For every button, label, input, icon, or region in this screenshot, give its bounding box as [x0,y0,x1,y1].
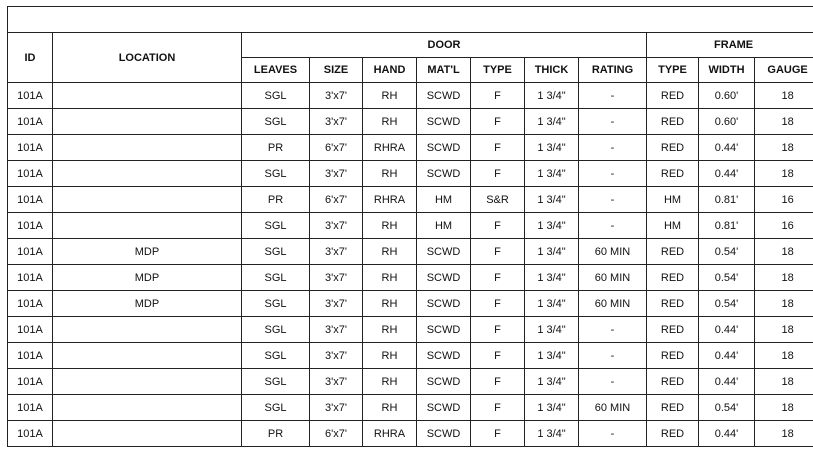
cell-id: 101A [8,135,53,161]
cell-frame-width: 0.60' [699,109,755,135]
table-row [8,317,813,343]
table-row [8,343,813,369]
cell-rating: - [579,369,647,395]
cell-frame-type: HM [647,213,699,239]
cell-size: 6'x7' [310,135,363,161]
cell-size: 3'x7' [310,83,363,109]
cell-frame-width: 0.54' [699,239,755,265]
cell-size: 3'x7' [310,291,363,317]
cell-leaves: PR [242,187,310,213]
cell-rating: - [579,421,647,447]
schedule-body [8,83,813,447]
cell-material: SCWD [417,317,471,343]
cell-size: 3'x7' [310,343,363,369]
cell-frame-width: 0.54' [699,395,755,421]
cell-frame-gauge: 18 [755,291,813,317]
table-row [8,421,813,447]
cell-frame-type: HM [647,187,699,213]
cell-frame-type: RED [647,343,699,369]
cell-size: 6'x7' [310,421,363,447]
cell-frame-gauge: 18 [755,317,813,343]
header-door-thick: THICK [525,58,579,83]
cell-hand: RH [363,83,417,109]
cell-leaves: SGL [242,213,310,239]
cell-leaves: SGL [242,369,310,395]
cell-door-type: F [471,343,525,369]
cell-thick: 1 3/4" [525,343,579,369]
table-row [8,213,813,239]
cell-material: SCWD [417,291,471,317]
cell-frame-type: RED [647,317,699,343]
cell-rating: - [579,135,647,161]
cell-door-type: F [471,213,525,239]
header-door-leaves: LEAVES [242,58,310,83]
table-row [8,291,813,317]
cell-rating: 60 MIN [579,291,647,317]
cell-leaves: SGL [242,83,310,109]
cell-thick: 1 3/4" [525,239,579,265]
cell-thick: 1 3/4" [525,291,579,317]
table-row [8,187,813,213]
cell-hand: RH [363,161,417,187]
cell-frame-type: RED [647,239,699,265]
cell-material: SCWD [417,395,471,421]
header-id: ID [8,33,53,83]
cell-rating: - [579,161,647,187]
cell-frame-width: 0.54' [699,291,755,317]
cell-door-type: F [471,395,525,421]
cell-size: 3'x7' [310,161,363,187]
header-frame-group: FRAME [647,33,813,58]
cell-location: MDP [53,265,242,291]
cell-hand: RH [363,317,417,343]
cell-frame-gauge: 18 [755,83,813,109]
cell-leaves: SGL [242,239,310,265]
cell-material: SCWD [417,265,471,291]
cell-door-type: F [471,317,525,343]
cell-frame-width: 0.44' [699,421,755,447]
cell-thick: 1 3/4" [525,265,579,291]
table-row [8,109,813,135]
cell-id: 101A [8,369,53,395]
cell-frame-width: 0.44' [699,135,755,161]
header-location: LOCATION [53,33,242,83]
header-frame-width: WIDTH [699,58,755,83]
cell-thick: 1 3/4" [525,109,579,135]
cell-frame-width: 0.44' [699,369,755,395]
cell-frame-gauge: 18 [755,239,813,265]
cell-id: 101A [8,395,53,421]
cell-material: HM [417,187,471,213]
cell-id: 101A [8,239,53,265]
table-row [8,161,813,187]
cell-location [53,343,242,369]
cell-material: SCWD [417,83,471,109]
cell-location: MDP [53,239,242,265]
header-door-hand: HAND [363,58,417,83]
cell-frame-type: RED [647,395,699,421]
cell-frame-gauge: 18 [755,421,813,447]
cell-material: SCWD [417,369,471,395]
cell-rating: 60 MIN [579,265,647,291]
cell-hand: RH [363,265,417,291]
cell-frame-type: RED [647,135,699,161]
cell-material: SCWD [417,421,471,447]
table-row [8,369,813,395]
cell-hand: RH [363,213,417,239]
cell-hand: RH [363,291,417,317]
cell-location [53,109,242,135]
cell-thick: 1 3/4" [525,317,579,343]
cell-frame-width: 0.60' [699,83,755,109]
cell-frame-gauge: 18 [755,395,813,421]
cell-thick: 1 3/4" [525,395,579,421]
cell-door-type: F [471,135,525,161]
cell-frame-gauge: 18 [755,369,813,395]
cell-location [53,187,242,213]
cell-frame-width: 0.81' [699,187,755,213]
cell-location [53,161,242,187]
table-row [8,83,813,109]
cell-rating: - [579,317,647,343]
cell-id: 101A [8,317,53,343]
cell-door-type: F [471,239,525,265]
cell-size: 3'x7' [310,265,363,291]
cell-leaves: SGL [242,317,310,343]
cell-location [53,317,242,343]
cell-leaves: SGL [242,395,310,421]
cell-material: HM [417,213,471,239]
cell-id: 101A [8,343,53,369]
cell-door-type: F [471,291,525,317]
cell-hand: RHRA [363,187,417,213]
cell-thick: 1 3/4" [525,213,579,239]
cell-location [53,83,242,109]
cell-id: 101A [8,161,53,187]
cell-door-type: F [471,265,525,291]
cell-door-type: F [471,369,525,395]
cell-frame-gauge: 18 [755,109,813,135]
cell-thick: 1 3/4" [525,161,579,187]
cell-location [53,369,242,395]
cell-thick: 1 3/4" [525,187,579,213]
cell-door-type: F [471,109,525,135]
cell-id: 101A [8,213,53,239]
table-row [8,265,813,291]
cell-door-type: F [471,161,525,187]
cell-location [53,395,242,421]
cell-rating: 60 MIN [579,239,647,265]
cell-leaves: PR [242,135,310,161]
cell-frame-type: RED [647,369,699,395]
cell-frame-type: RED [647,265,699,291]
cell-id: 101A [8,291,53,317]
cell-size: 6'x7' [310,187,363,213]
cell-frame-gauge: 18 [755,265,813,291]
cell-frame-width: 0.44' [699,161,755,187]
cell-frame-width: 0.44' [699,343,755,369]
cell-hand: RHRA [363,421,417,447]
cell-id: 101A [8,265,53,291]
table-row [8,135,813,161]
cell-hand: RH [363,395,417,421]
cell-frame-gauge: 18 [755,161,813,187]
cell-id: 101A [8,187,53,213]
cell-id: 101A [8,421,53,447]
cell-door-type: F [471,421,525,447]
cell-rating: - [579,343,647,369]
cell-hand: RH [363,109,417,135]
cell-location [53,213,242,239]
cell-door-type: S&R [471,187,525,213]
header-door-size: SIZE [310,58,363,83]
cell-frame-type: RED [647,161,699,187]
cell-location [53,135,242,161]
cell-size: 3'x7' [310,109,363,135]
cell-material: SCWD [417,161,471,187]
header-door-door-type: TYPE [471,58,525,83]
cell-leaves: SGL [242,109,310,135]
cell-frame-width: 0.44' [699,317,755,343]
cell-leaves: SGL [242,291,310,317]
schedule-title [8,7,813,33]
cell-rating: 60 MIN [579,395,647,421]
cell-frame-width: 0.54' [699,265,755,291]
door-schedule-table [7,6,813,447]
cell-thick: 1 3/4" [525,83,579,109]
cell-frame-gauge: 18 [755,135,813,161]
cell-rating: - [579,213,647,239]
cell-frame-type: RED [647,291,699,317]
header-door-rating: RATING [579,58,647,83]
cell-frame-gauge: 16 [755,187,813,213]
header-door-material: MAT'L [417,58,471,83]
cell-hand: RH [363,343,417,369]
cell-id: 101A [8,83,53,109]
cell-location [53,421,242,447]
cell-location: MDP [53,291,242,317]
cell-leaves: SGL [242,161,310,187]
cell-leaves: SGL [242,265,310,291]
cell-id: 101A [8,109,53,135]
cell-frame-width: 0.81' [699,213,755,239]
cell-frame-type: RED [647,109,699,135]
cell-frame-gauge: 16 [755,213,813,239]
cell-frame-gauge: 18 [755,343,813,369]
table-row [8,395,813,421]
header-door-group: DOOR [242,33,647,58]
cell-frame-type: RED [647,83,699,109]
cell-hand: RH [363,369,417,395]
cell-hand: RHRA [363,135,417,161]
cell-rating: - [579,187,647,213]
cell-thick: 1 3/4" [525,135,579,161]
cell-size: 3'x7' [310,239,363,265]
cell-material: SCWD [417,239,471,265]
cell-size: 3'x7' [310,395,363,421]
table-row [8,239,813,265]
cell-thick: 1 3/4" [525,369,579,395]
cell-size: 3'x7' [310,369,363,395]
cell-material: SCWD [417,343,471,369]
header-frame-type: TYPE [647,58,699,83]
cell-leaves: PR [242,421,310,447]
cell-hand: RH [363,239,417,265]
header-frame-gauge: GAUGE [755,58,813,83]
cell-size: 3'x7' [310,213,363,239]
cell-door-type: F [471,83,525,109]
cell-material: SCWD [417,135,471,161]
cell-thick: 1 3/4" [525,421,579,447]
cell-frame-type: RED [647,421,699,447]
cell-size: 3'x7' [310,317,363,343]
cell-rating: - [579,109,647,135]
cell-material: SCWD [417,109,471,135]
cell-leaves: SGL [242,343,310,369]
cell-rating: - [579,83,647,109]
